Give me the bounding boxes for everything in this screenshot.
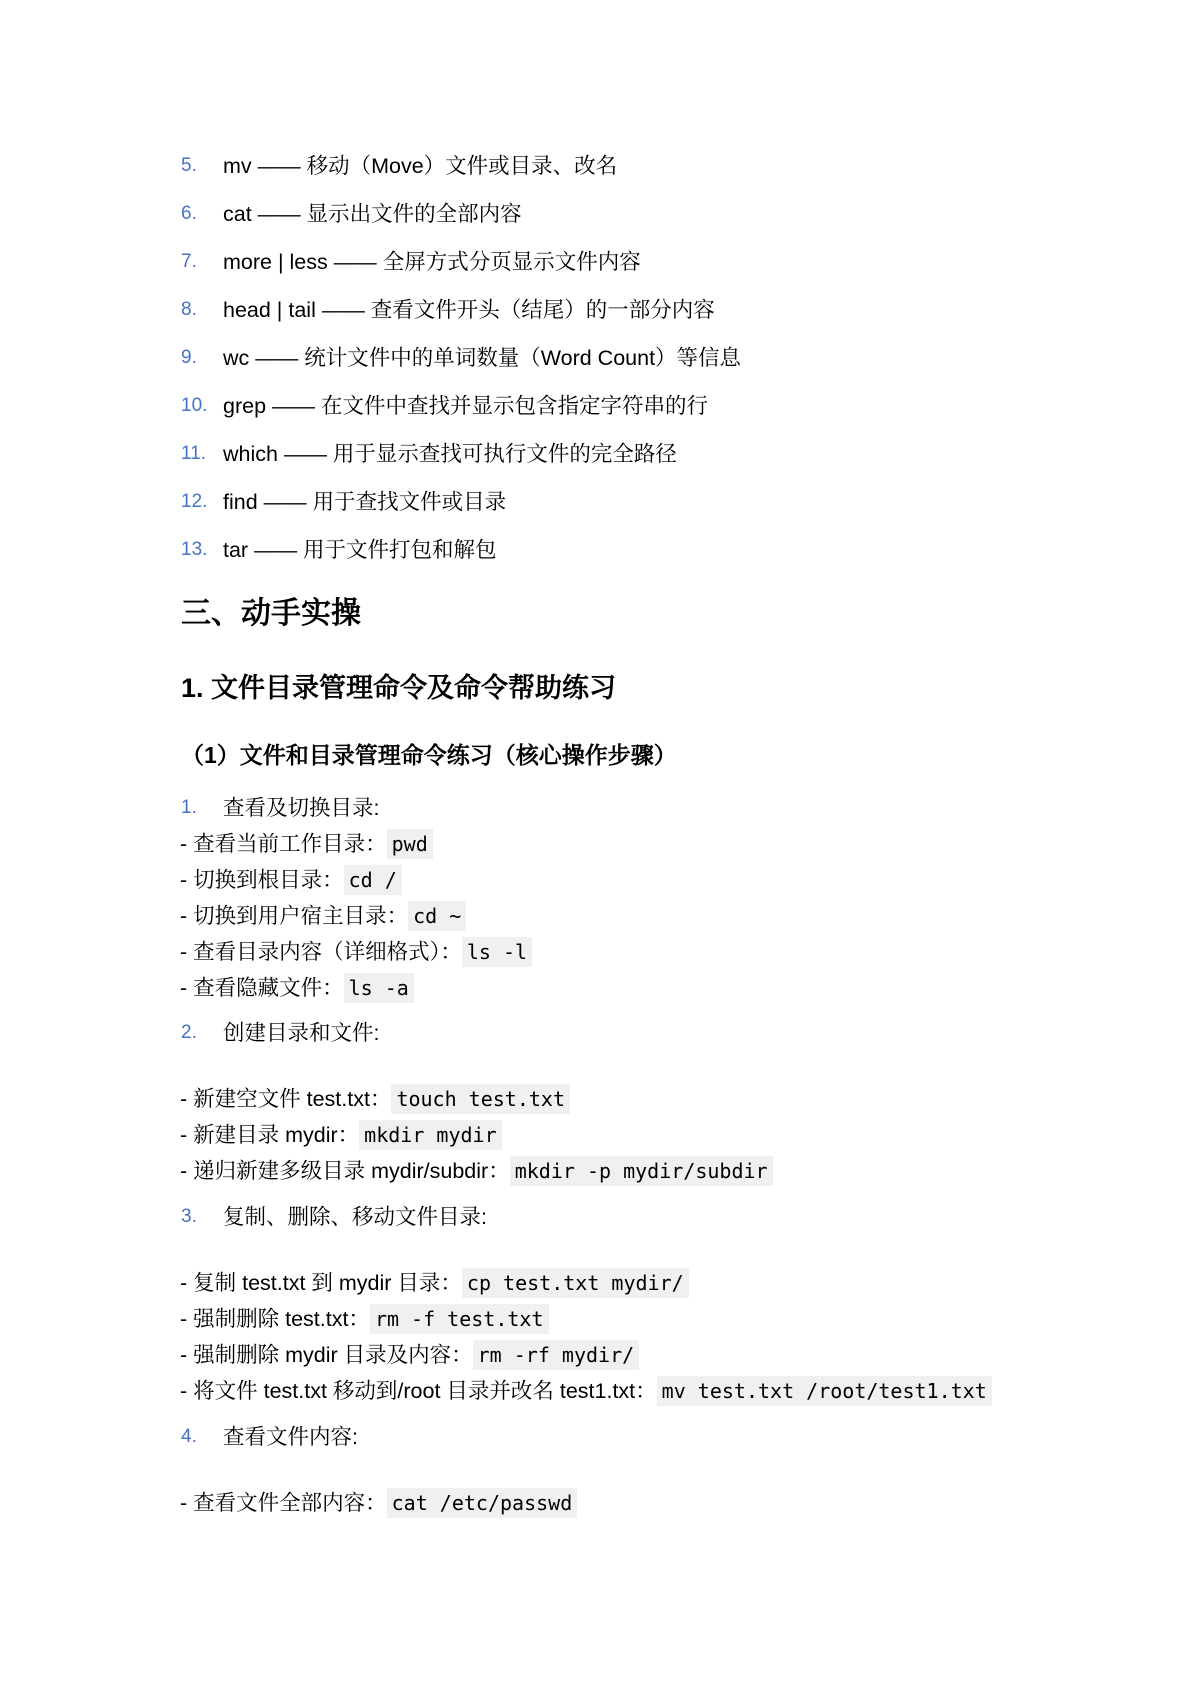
list-item	[181, 286, 741, 334]
list-text: find —— 用于查找文件或目录	[223, 490, 507, 514]
code-snippet: rm -rf mydir/	[473, 1340, 640, 1370]
step-item	[180, 1117, 1121, 1153]
step-number: 2.	[181, 1022, 197, 1043]
step-item-label: - 切换到根目录：	[180, 868, 344, 892]
list-number: 8.	[181, 299, 197, 320]
list-item	[181, 526, 741, 574]
step-item-label: - 新建空文件 test.txt：	[180, 1087, 392, 1111]
code-snippet: cp test.txt mydir/	[462, 1268, 689, 1298]
code-snippet: mkdir -p mydir/subdir	[510, 1156, 773, 1186]
list-number: 6.	[181, 203, 197, 224]
step-title	[181, 1419, 1121, 1455]
list-number: 5.	[181, 155, 197, 176]
step-title-text: 查看文件内容:	[223, 1425, 358, 1449]
list-number: 9.	[181, 347, 197, 368]
step-item	[180, 1153, 1121, 1189]
step-title	[181, 1199, 1121, 1235]
step-title-text: 创建目录和文件:	[223, 1021, 380, 1045]
step-item	[180, 898, 1121, 934]
list-item	[181, 382, 741, 430]
list-text: which —— 用于显示查找可执行文件的完全路径	[223, 442, 677, 466]
list-number: 13.	[181, 539, 208, 560]
list-item	[181, 238, 741, 286]
code-snippet: rm -f test.txt	[370, 1304, 549, 1334]
list-text: wc —— 统计文件中的单词数量（Word Count）等信息	[223, 346, 742, 370]
step-item	[180, 1485, 1121, 1521]
code-snippet: pwd	[387, 829, 433, 859]
code-snippet: cd ~	[408, 901, 466, 931]
step-item-label: - 复制 test.txt 到 mydir 目录：	[180, 1271, 462, 1295]
code-snippet: cat /etc/passwd	[387, 1488, 578, 1518]
subsubsection-heading: （1）文件和目录管理命令练习（核心操作步骤）	[181, 742, 677, 768]
step-item-label: - 查看隐藏文件：	[180, 976, 344, 1000]
list-item	[181, 190, 741, 238]
step-title	[181, 790, 1121, 826]
step-item	[180, 1301, 1121, 1337]
code-snippet: mkdir mydir	[359, 1120, 501, 1150]
step-number: 1.	[181, 797, 197, 818]
list-text: more | less —— 全屏方式分页显示文件内容	[223, 250, 641, 274]
list-text: grep —— 在文件中查找并显示包含指定字符串的行	[223, 394, 708, 418]
list-text: cat —— 显示出文件的全部内容	[223, 202, 522, 226]
list-item	[181, 430, 741, 478]
step-item	[180, 826, 1121, 862]
list-text: tar —— 用于文件打包和解包	[223, 538, 497, 562]
list-number: 11.	[181, 443, 207, 464]
list-number: 7.	[181, 251, 197, 272]
code-snippet: touch test.txt	[391, 1084, 570, 1114]
code-snippet: ls -l	[462, 937, 532, 967]
step-item-label: - 强制删除 mydir 目录及内容：	[180, 1343, 473, 1367]
step-item-label: - 切换到用户宿主目录：	[180, 904, 409, 928]
step-item	[180, 970, 1121, 1006]
code-snippet: ls -a	[344, 973, 414, 1003]
step-item	[180, 1337, 1121, 1373]
code-snippet: cd /	[344, 865, 402, 895]
list-text: head | tail —— 查看文件开头（结尾）的一部分内容	[223, 298, 715, 322]
step-item-label: - 将文件 test.txt 移动到/root 目录并改名 test1.txt：	[180, 1379, 657, 1403]
step-item-label: - 递归新建多级目录 mydir/subdir：	[180, 1159, 510, 1183]
step-title-text: 查看及切换目录:	[223, 796, 380, 820]
step-title-text: 复制、删除、移动文件目录:	[223, 1205, 487, 1229]
step-item	[180, 1265, 1121, 1301]
step-number: 3.	[181, 1206, 197, 1227]
step-number: 4.	[181, 1426, 197, 1447]
step-item	[180, 862, 1121, 898]
list-text: mv —— 移动（Move）文件或目录、改名	[223, 154, 618, 178]
list-item	[181, 478, 741, 526]
command-list	[181, 142, 741, 574]
subsection-heading: 1. 文件目录管理命令及命令帮助练习	[181, 673, 617, 703]
steps-container	[181, 790, 1121, 1521]
list-item	[181, 142, 741, 190]
step-item-label: - 新建目录 mydir：	[180, 1123, 360, 1147]
step-items	[181, 826, 1121, 1006]
step-item	[180, 934, 1121, 970]
code-snippet: mv test.txt /root/test1.txt	[657, 1376, 992, 1406]
list-number: 10.	[181, 395, 208, 416]
step-item-label: - 查看文件全部内容：	[180, 1491, 387, 1515]
step-item-label: - 查看当前工作目录：	[180, 832, 387, 856]
step-items	[181, 1081, 1121, 1189]
section-heading: 三、动手实操	[181, 597, 361, 630]
step-title	[181, 1015, 1121, 1051]
step-item-label: - 查看目录内容（详细格式）：	[180, 940, 462, 964]
step-items	[181, 1265, 1121, 1409]
step-item	[180, 1373, 1121, 1409]
step-item	[180, 1081, 1121, 1117]
step-items	[181, 1485, 1121, 1521]
step-item-label: - 强制删除 test.txt：	[180, 1307, 370, 1331]
list-item	[181, 334, 741, 382]
list-number: 12.	[181, 491, 208, 512]
